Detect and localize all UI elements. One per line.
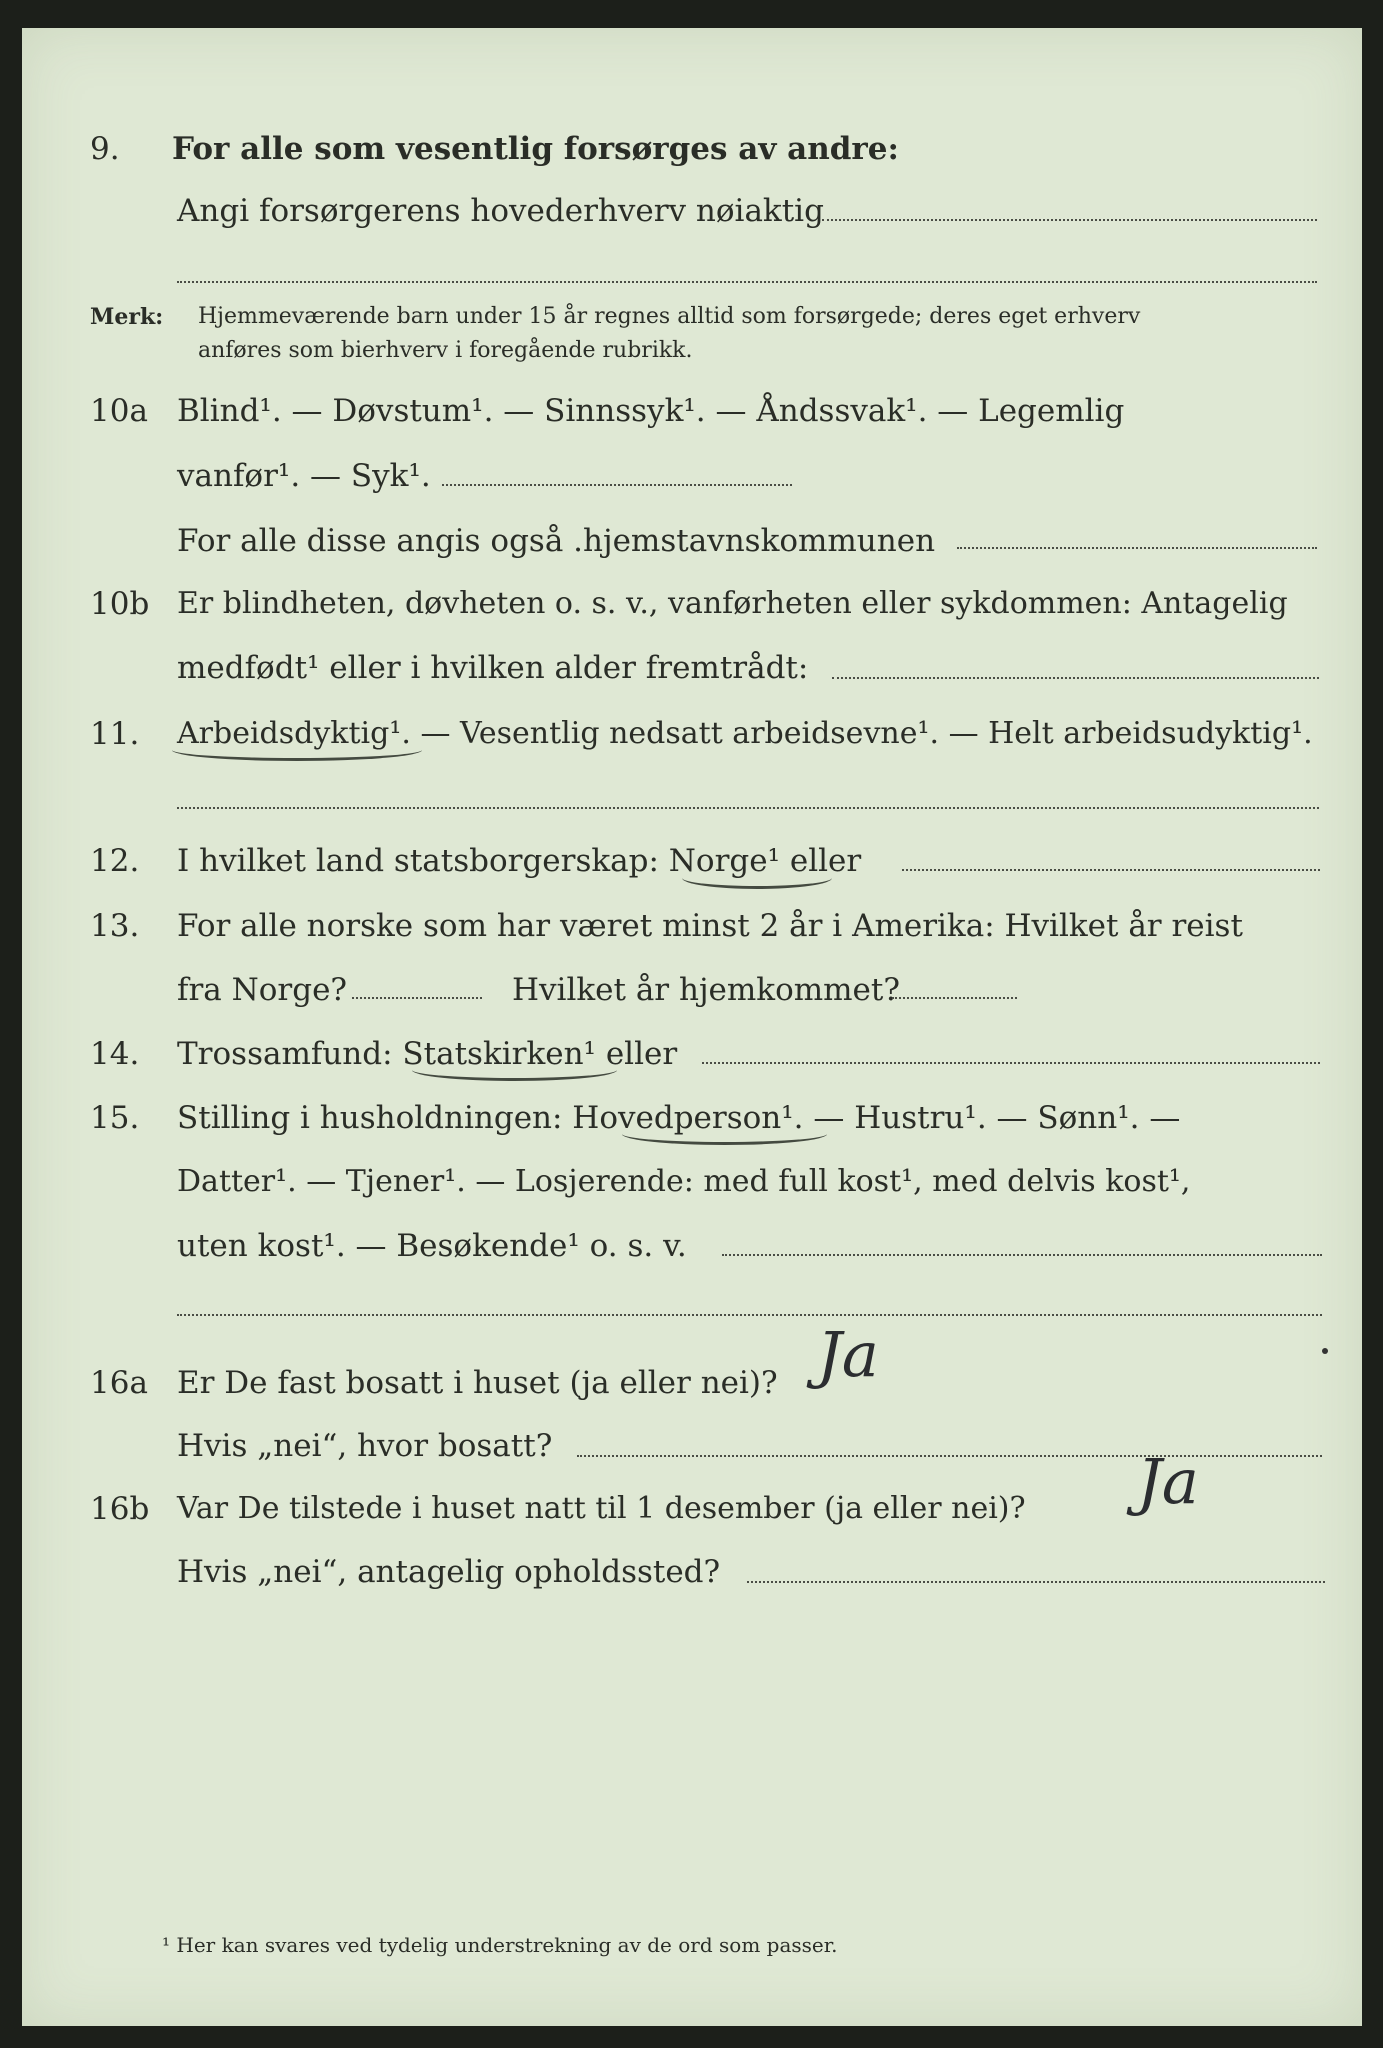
paper-speck (1322, 1348, 1328, 1354)
q16b-line2: Hvis „nei“, antagelig opholdssted? (177, 1554, 721, 1590)
q15-fill-line-2[interactable] (177, 1313, 1322, 1316)
q16b-fill-line[interactable] (747, 1580, 1325, 1583)
merk-line1: Hjemmeværende barn under 15 år regnes alltid som forsørgede; deres eget erhverv (198, 304, 1141, 329)
q14-number: 14. (90, 1036, 140, 1072)
q10b-line1: Er blindheten, døvheten o. s. v., vanførheten eller sykdommen: Antagelig (177, 586, 1288, 621)
q10a-fill-line[interactable] (442, 483, 792, 486)
q13-reist-fill-line[interactable] (352, 996, 482, 999)
q15-line3: uten kost¹. — Besøkende¹ o. s. v. (177, 1228, 687, 1264)
q12-handwritten-underline (682, 878, 832, 889)
q11-fill-line[interactable] (177, 806, 1319, 809)
q11-number: 11. (90, 716, 140, 752)
footnote: ¹ Her kan svares ved tydelig understrekning av de ord som passer. (162, 1933, 838, 1957)
q12-fill-line[interactable] (902, 868, 1320, 871)
merk-label: Merk: (90, 304, 164, 330)
census-form-page (22, 28, 1362, 2026)
q14-text: Trossamfund: Statskirken¹ eller (177, 1036, 678, 1072)
q13-number: 13. (90, 908, 140, 944)
q13-line1: For alle norske som har været minst 2 år i Amerika: Hvilket år reist (177, 908, 1243, 944)
q16a-number: 16a (90, 1365, 148, 1401)
q10a-line2: vanfør¹. — Syk¹. (177, 458, 431, 494)
q12-number: 12. (90, 843, 140, 879)
merk-line2: anføres som bierhverv i foregående rubrikk. (198, 338, 693, 363)
q9-line2: Angi forsørgerens hovederhverv nøiaktig (177, 193, 824, 229)
q11-text: Arbeidsdyktig¹. — Vesentlig nedsatt arbeidsevne¹. — Helt arbeidsudyktig¹. (177, 716, 1313, 751)
q9-line1: For alle som vesentlig forsørges av andre: (172, 131, 899, 167)
q10a-number: 10a (90, 393, 148, 429)
q16b-line1: Var De tilstede i huset natt til 1 desember (ja eller nei)? (177, 1491, 1026, 1526)
q15-number: 15. (90, 1100, 140, 1136)
q9-number: 9. (90, 131, 120, 167)
q10a-line1: Blind¹. — Døvstum¹. — Sinnssyk¹. — Åndssvak¹. — Legemlig (177, 393, 1125, 429)
q15-line2: Datter¹. — Tjener¹. — Losjerende: med full kost¹, med delvis kost¹, (177, 1164, 1191, 1199)
q14-fill-line[interactable] (702, 1061, 1320, 1064)
q10b-fill-line[interactable] (832, 676, 1319, 679)
q16b-number: 16b (90, 1491, 150, 1527)
q16a-line1: Er De fast bosatt i huset (ja eller nei)? (177, 1365, 778, 1401)
q16a-handwritten-answer: Ja (817, 1318, 879, 1391)
q15-handwritten-underline (622, 1134, 827, 1145)
q10a-line3: For alle disse angis også .hjemstavnskommunen (177, 523, 936, 559)
q16b-handwritten-answer: Ja (1137, 1445, 1199, 1518)
q11-handwritten-underline (172, 750, 422, 761)
q15-fill-line[interactable] (722, 1253, 1322, 1256)
q10b-line2: medfødt¹ eller i hvilken alder fremtrådt: (177, 650, 809, 686)
q13-line2b: Hvilket år hjemkommet? (512, 972, 900, 1008)
q13-hjemkommet-fill-line[interactable] (892, 996, 1017, 999)
q13-line2a: fra Norge? (177, 972, 348, 1008)
q9-fill-line-2[interactable] (177, 280, 1317, 283)
q14-handwritten-underline (412, 1070, 617, 1081)
q10b-number: 10b (90, 586, 150, 622)
q12-text: I hvilket land statsborgerskap: Norge¹ eller (177, 843, 862, 879)
q10a-fill-line-2[interactable] (957, 546, 1317, 549)
q9-fill-line[interactable] (822, 218, 1317, 221)
q16a-line2: Hvis „nei“, hvor bosatt? (177, 1428, 553, 1464)
q16a-fill-line[interactable] (577, 1454, 1322, 1457)
q15-line1: Stilling i husholdningen: Hovedperson¹. — Hustru¹. — Sønn¹. — (177, 1100, 1181, 1136)
